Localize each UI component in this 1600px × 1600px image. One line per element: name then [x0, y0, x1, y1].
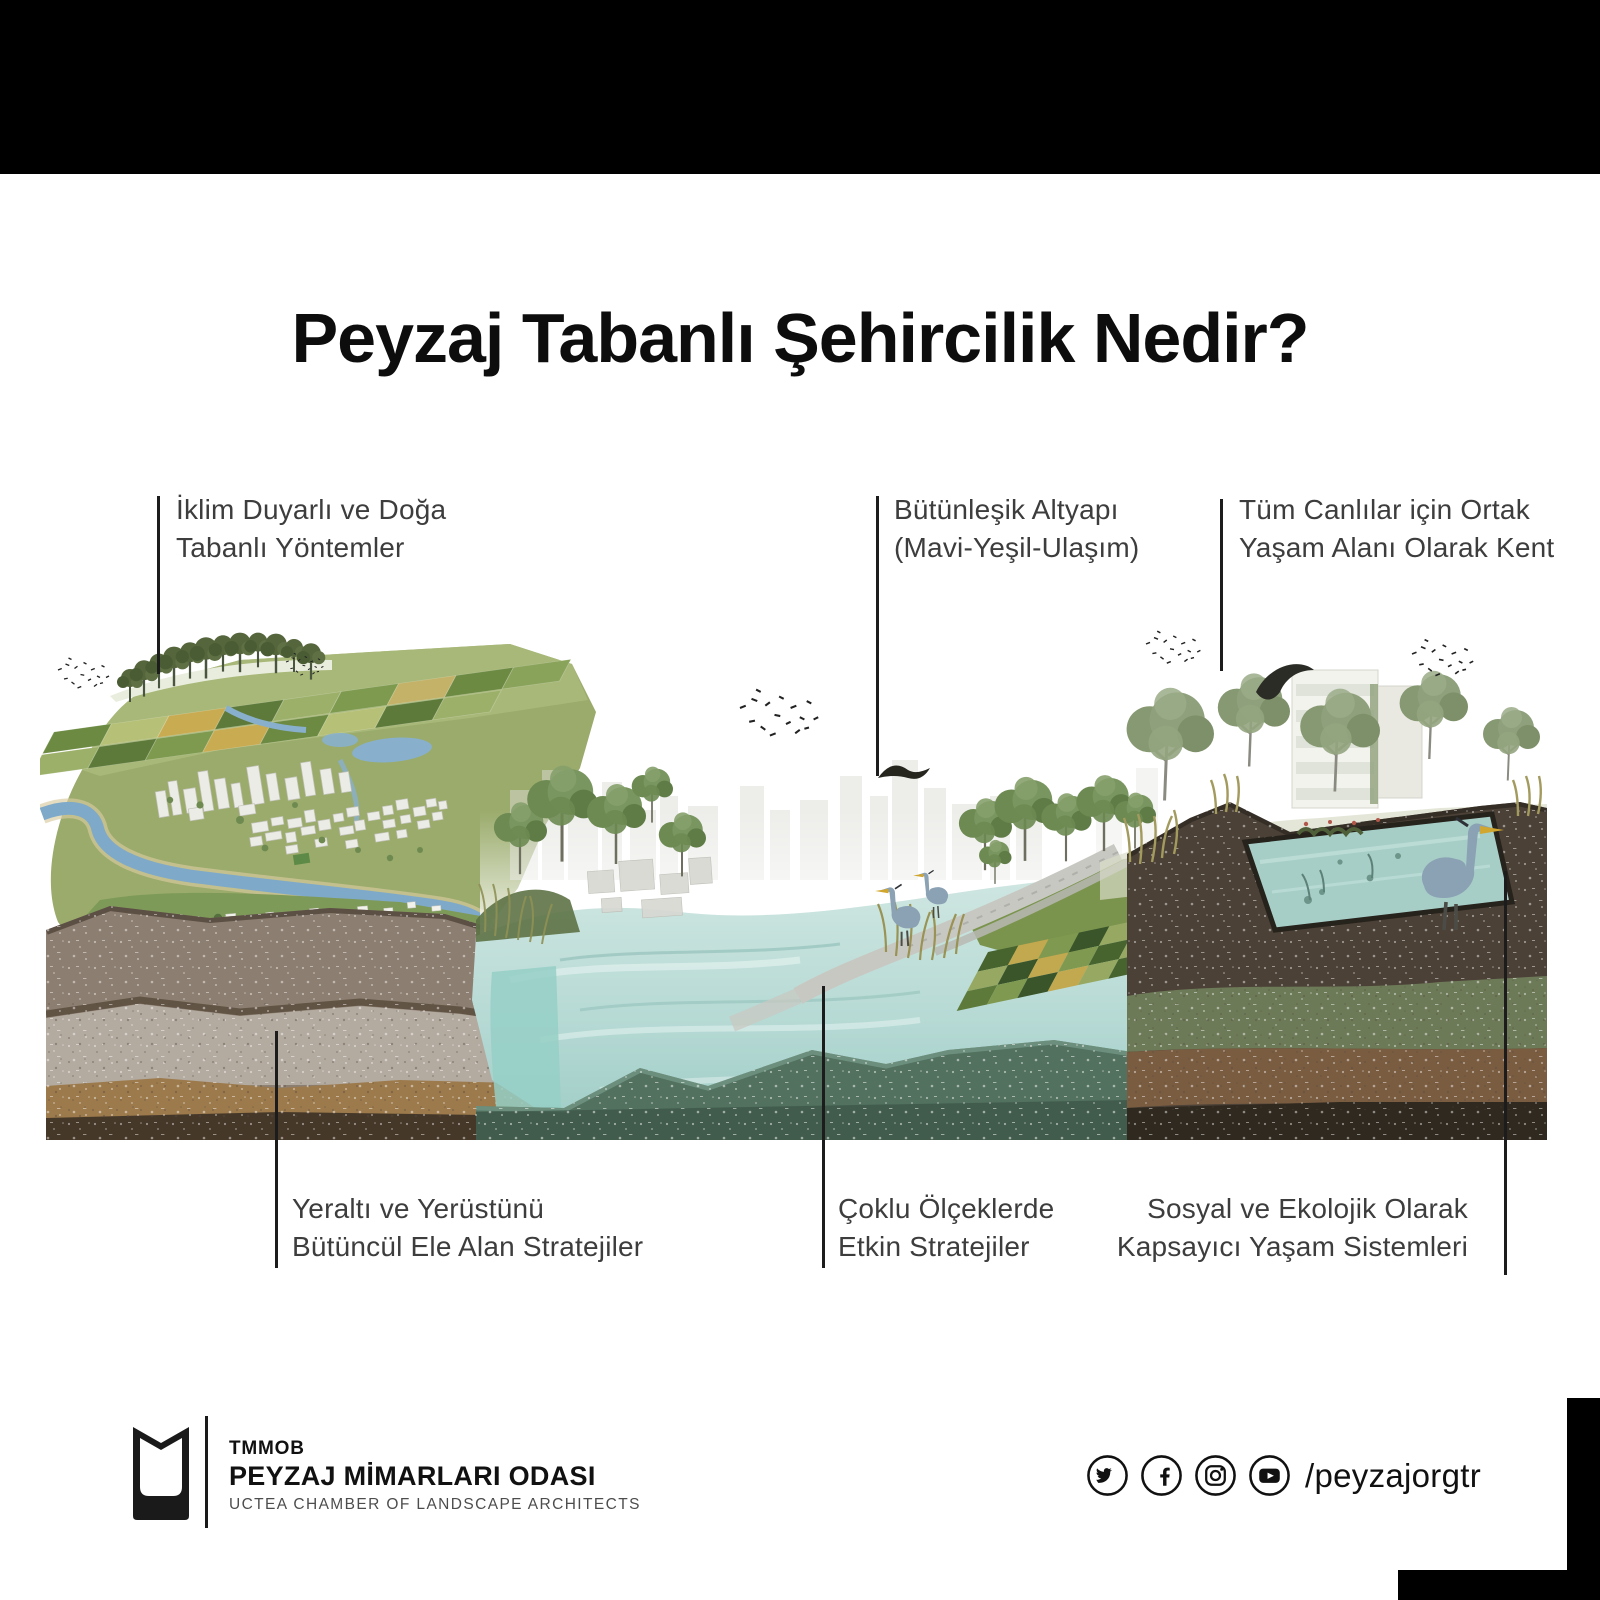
callout-line-top-right [1220, 499, 1223, 671]
callout-line-top-center [876, 496, 879, 776]
callout-top-center [894, 491, 1139, 567]
callout-text: Yeraltı ve Yerüstünü [292, 1193, 545, 1224]
social-row [1085, 1453, 1481, 1498]
tree-icon [1483, 707, 1540, 781]
habitat-soil-block [1100, 631, 1550, 1145]
bird-flock-icon [58, 658, 109, 688]
callout-line-top-left [157, 496, 160, 674]
landscape-illustration [40, 600, 1560, 1170]
flying-bird-icon [878, 766, 930, 779]
callout-text: Tüm Canlılar için Ortak [1239, 494, 1530, 525]
callout-text: Bütünleşik Altyapı [894, 494, 1119, 525]
callout-top-right [1239, 491, 1554, 567]
callout-top-left [176, 491, 446, 567]
youtube-icon[interactable] [1247, 1453, 1292, 1498]
callout-text: Çoklu Ölçeklerde [838, 1193, 1055, 1224]
twitter-icon[interactable] [1085, 1453, 1130, 1498]
instagram-icon[interactable] [1193, 1453, 1238, 1498]
org-name: PEYZAJ MİMARLARI ODASI [229, 1461, 596, 1491]
logo-divider [205, 1416, 208, 1528]
social-handle[interactable]: /peyzajorgtr [1305, 1456, 1482, 1494]
facebook-icon[interactable] [1139, 1453, 1184, 1498]
callout-line-bottom-left [275, 1031, 278, 1268]
org-acronym: TMMOB [229, 1438, 305, 1459]
callout-text: (Mavi-Yeşil-Ulaşım) [894, 532, 1140, 563]
org-name-en: UCTEA CHAMBER OF LANDSCAPE ARCHITECTS [229, 1496, 641, 1513]
bird-flock-icon [1146, 631, 1200, 663]
callout-text: Tabanlı Yöntemler [176, 532, 405, 563]
tmmob-logo [130, 1421, 192, 1523]
corner-mark-horizontal [1398, 1570, 1600, 1600]
callout-text: İklim Duyarlı ve Doğa [176, 494, 447, 525]
callout-bottom-left [292, 1190, 643, 1266]
callout-text: Etkin Stratejiler [838, 1231, 1030, 1262]
bird-flock-icon [1412, 640, 1473, 676]
org-block [229, 1438, 641, 1514]
top-black-bar [0, 0, 1600, 174]
page-title: Peyzaj Tabanlı Şehircilik Nedir? [291, 299, 1309, 377]
bird-flock-icon [740, 690, 818, 736]
callout-bottom-right [1117, 1190, 1468, 1266]
callout-text: Kapsayıcı Yaşam Sistemleri [1116, 1231, 1468, 1262]
callout-text: Yaşam Alanı Olarak Kent [1239, 532, 1555, 563]
callout-line-bottom-right [1504, 871, 1507, 1275]
callout-text: Bütüncül Ele Alan Stratejiler [292, 1231, 644, 1262]
callout-line-bottom-center [822, 986, 825, 1268]
callout-text: Sosyal ve Ekolojik Olarak [1147, 1193, 1468, 1224]
callout-bottom-center [838, 1190, 1054, 1266]
